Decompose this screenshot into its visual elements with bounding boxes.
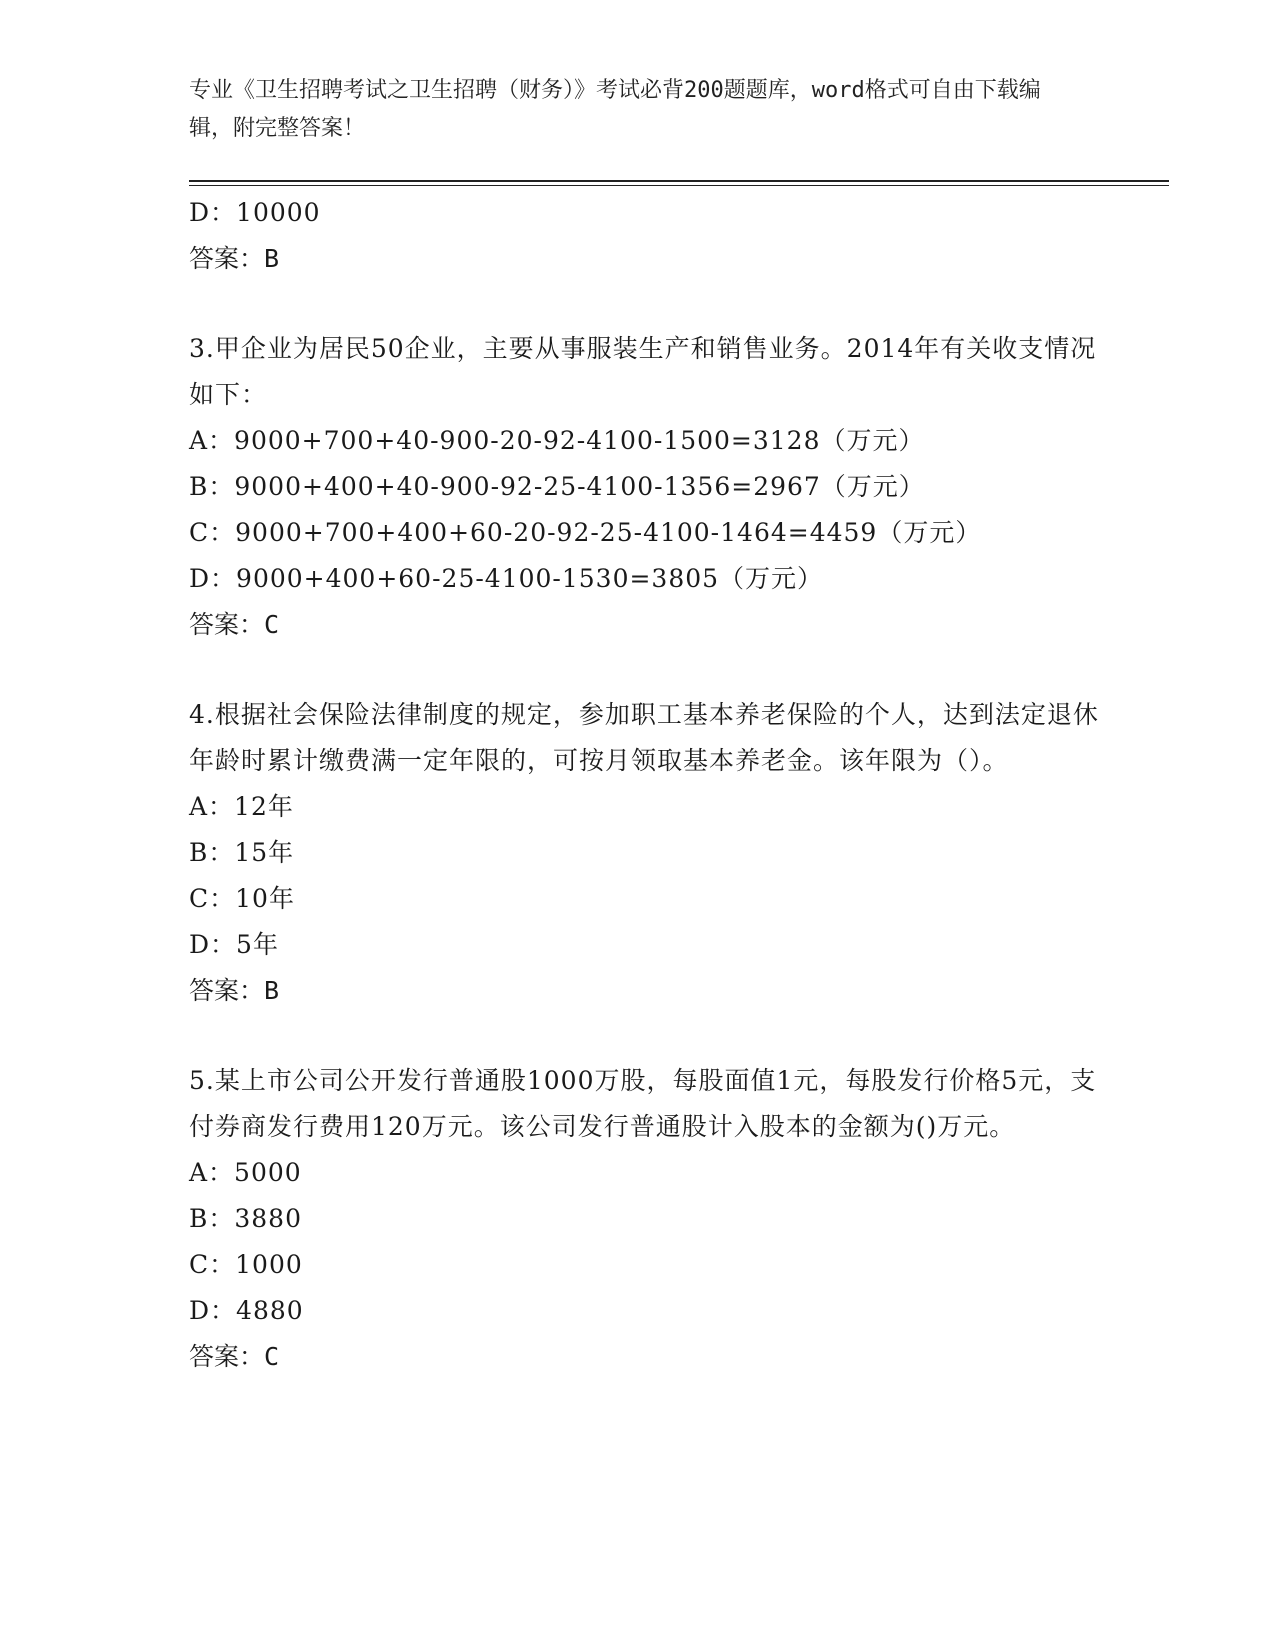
option-b: B：9000+400+40-900-92-25-4100-1356=2967（万元）: [189, 472, 925, 501]
question-text: 3.甲企业为居民50企业，主要从事服装生产和销售业务。2014年有关收支情况如下：: [189, 334, 1097, 409]
option-d: D：10000: [189, 198, 321, 227]
answer-line: 答案：B: [189, 244, 280, 273]
header-divider: [189, 180, 1169, 182]
option-d: D：4880: [189, 1296, 304, 1325]
question-5: [189, 1058, 1119, 1380]
header-divider-thin: [189, 185, 1169, 186]
question-text: 4.根据社会保险法律制度的规定，参加职工基本养老保险的个人，达到法定退休年龄时累计缴费满一定年限的，可按月领取基本养老金。该年限为（）。: [189, 700, 1099, 775]
question-3: [189, 326, 1119, 648]
document-header: [189, 72, 1079, 148]
answer-line: 答案：C: [189, 1342, 280, 1371]
document-body: [189, 190, 1119, 1380]
question-text: 5.某上市公司公开发行普通股1000万股，每股面值1元，每股发行价格5元，支付券商发行费用120万元。该公司发行普通股计入股本的金额为()万元。: [189, 1066, 1097, 1141]
option-c: C：10年: [189, 884, 295, 913]
question-fragment: [189, 190, 1119, 282]
option-a: A：5000: [189, 1158, 302, 1187]
answer-line: 答案：B: [189, 976, 280, 1005]
option-a: A：9000+700+40-900-20-92-4100-1500=3128（万元）: [189, 426, 925, 455]
answer-line: 答案：C: [189, 610, 280, 639]
option-d: D：5年: [189, 930, 279, 959]
question-4: [189, 692, 1119, 1014]
option-c: C：9000+700+400+60-20-92-25-4100-1464=4459（万元）: [189, 518, 982, 547]
option-c: C：1000: [189, 1250, 303, 1279]
option-d: D：9000+400+60-25-4100-1530=3805（万元）: [189, 564, 824, 593]
option-a: A：12年: [189, 792, 294, 821]
option-b: B：3880: [189, 1204, 302, 1233]
option-b: B：15年: [189, 838, 295, 867]
header-title: 专业《卫生招聘考试之卫生招聘（财务）》考试必背200题题库，word格式可自由下载编辑，附完整答案！: [189, 78, 1041, 141]
